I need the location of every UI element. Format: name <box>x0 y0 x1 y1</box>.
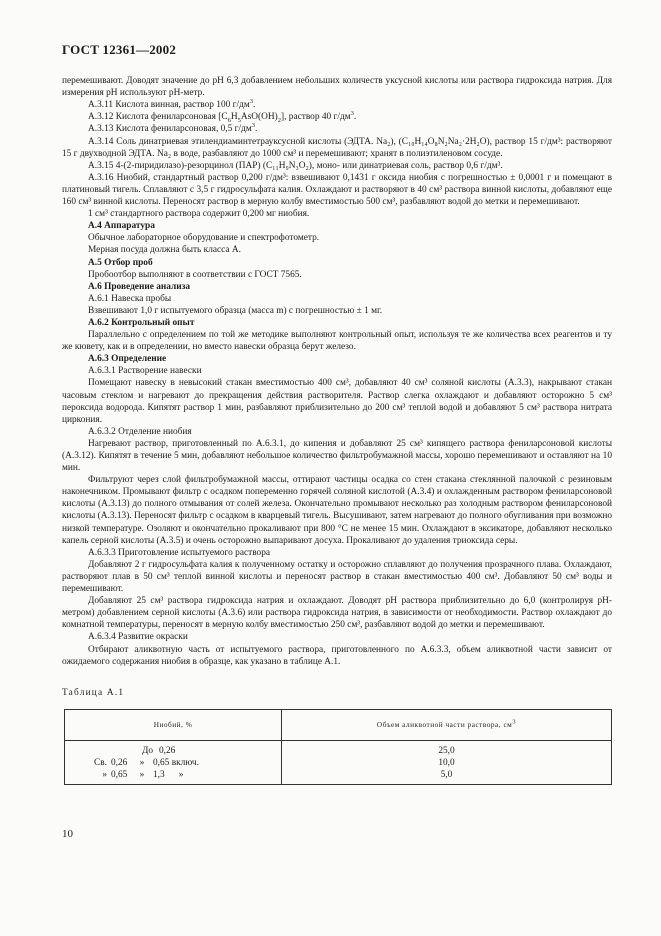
paragraph: Мерная посуда должна быть класса А. <box>88 245 241 256</box>
paragraph: Помещают навеску в невысокий стакан вместимостью 400 см³, добавляют 40 см³ соляной кислоты (А.3.3), накрывают стакан часовым стеклом и нагревают до прекращения действия растворителя. Раствор слегка охлаждают и добавляют осторожно 5 см³ пероксида водорода. Кипятят раствор 1 мин, разбавляют приблизительно до 200 см³ теплой водой и добавляют 5 см³ раствора нитрата циркония. <box>62 378 612 425</box>
paragraph: Добавляют 2 г гидросульфата калия к полученному остатку и осторожно сплавляют до получения прозрачного плава. Охлаждают, растворяют плав в 50 см³ теплой винной кислоты и переносят раствор в стакан вместимостью 400 см³. Добавляют 50 см³ воды и перемешивают. <box>62 559 612 595</box>
paragraph: Параллельно с определением по той же методике выполняют контрольный опыт, используя те же количества всех реагентов и ту же кювету, как и в определении, но вместо навески образца берут железо. <box>62 330 612 353</box>
aliquot-table <box>64 709 612 785</box>
subsection-heading: А.6.3.1 Растворение навески <box>88 366 202 377</box>
item-a3-13: А.3.13 Кислота фениларсоновая, 0,5 $г/дм^3$. <box>88 122 258 135</box>
section-heading: А.4 Аппаратура <box>88 221 155 232</box>
subsection-heading: А.6.3.2 Отделение ниобия <box>88 426 192 437</box>
item-a3-11: А.3.11 Кислота винная, раствор 100 $г/дм^3$. <box>88 98 256 111</box>
paragraph: Нагревают раствор, приготовленный по А.6.3.1, до кипения и добавляют 25 см³ кипящего раствора фениларсоновой кислоты (А.3.12). Кипятят в течение 5 мин, добавляют небольшое количество фильтробумажной массы, хорошо перемешивают и оставляют на 10 мин. <box>62 438 612 474</box>
table-header-row <box>65 709 612 740</box>
column-header-volume: Объем аликвотной части раствора, $см^3$ <box>282 709 612 740</box>
standard-header: ГОСТ 12361—2002 <box>62 42 177 57</box>
table-row: » 0,65 » 1,3 » 5,0 <box>65 769 612 785</box>
table-row: До 0,26 25,0 <box>65 740 612 757</box>
column-header-niobium: Ниобий, % <box>65 709 282 740</box>
paragraph: Взвешивают 1,0 г испытуемого образца (масса m) с погрешностью ± 1 мг. <box>88 305 383 316</box>
section-heading: А.6 Проведение анализа <box>88 281 191 292</box>
document-page <box>62 44 612 785</box>
paragraph: Пробоотбор выполняют в соответствии с ГОСТ 7565. <box>88 269 302 280</box>
item-a3-16: А.3.16 Ниобий, стандартный раствор 0,200 г/дм³: взвешивают 0,1431 г оксида ниобия с погрешностью ± 0,0001 г и помещают в платиновый тигель. Сплавляют с 3,5 г гидросульфата калия. Охлаждают и растворяют в 40 см³ раствора винной кислоты, добавляют еще 160 см³ винной кислоты. Переносят раствор в мерную колбу вместимостью 500 см³, разбавляют водой до метки и перемешивают. <box>62 172 612 208</box>
paragraph: Отбирают аликвотную часть от испытуемого раствора, приготовленного по А.6.3.3, объем аликвотной части зависит от ожидаемого содержания ниобия в образце, как указано в таблице А.1. <box>62 644 612 667</box>
paragraph: Добавляют 25 см³ раствора гидроксида натрия и охлаждают. Доводят pH раствора приблизительно до 6,0 (контролируя pH-метром) добавлением серной кислоты (А.3.6) или раствора гидроксида натрия, в зависимости от необходимости. Раствор охлаждают до комнатной температуры, переносят в мерную колбу вместимостью 250 см³, разбавляют водой до метки и перемешивают. <box>62 596 612 631</box>
subsection-heading: А.6.1 Навеска пробы <box>88 293 172 304</box>
item-a3-12: А.3.12 Кислота фениларсоновая $[C_6H_5AsO(OH)_2]$, раствор 40 $г/дм^3$. <box>88 110 357 125</box>
subsection-heading: А.6.3.4 Развитие окраски <box>88 632 188 643</box>
paragraph: 1 см³ стандартного раствора содержит 0,200 мг ниобия. <box>88 209 310 220</box>
section-heading: А.5 Отбор проб <box>88 257 153 268</box>
subsection-heading: А.6.3 Определение <box>88 354 167 365</box>
subsection-heading: А.6.3.3 Приготовление испытуемого раствора <box>88 547 271 558</box>
paragraph: Обычное лабораторное оборудование и спектрофотометр. <box>88 233 320 244</box>
page-number: 10 <box>62 828 73 840</box>
subsection-heading: А.6.2 Контрольный опыт <box>88 317 195 328</box>
item-a3-14: А.3.14 Соль динатриевая этилендиаминтетрауксусной кислоты (ЭДТА. Na₂), (C₁₀H₁₄O₈N₂Na₂·2H₂O), раствор 15 г/дм³: растворяют 15 г двухводной ЭДТА. Na₂ в воде, разбавляют до 1000 см³ и перемешивают; хранят в полиэтиленовом сосуде. <box>62 136 612 159</box>
paragraph: перемешивают. Доводят значение до pH 6,3 добавлением небольших количеств уксусной кислоты или раствора гидроксида натрия. Для измерения pH используют pH-метр. <box>62 76 612 99</box>
item-a3-15: А.3.15 4-(2-пиридилазо)-резорцинол (ПАР) (C₁₁H₉N₃O₂), моно- или динатриевая соль, раствор 0,6 г/дм³. <box>88 160 503 171</box>
table-caption: Таблица А.1 <box>62 687 125 698</box>
table-row: Св. 0,26 » 0,65 включ. 10,0 <box>65 757 612 769</box>
paragraph: Фильтруют через слой фильтробумажной массы, оттирают частицы осадка со стен стакана стеклянной палочкой с резиновым наконечником. Промывают фильтр с осадком попеременно горячей соляной кислотой (А.3.4) и охлажденным раствором фениларсоновой кислоты (А.3.13) до полного отмывания от солей железа. Окончательно промывают несколько раз холодным раствором фениларсоновой кислоты (А.3.13). Переносят фильтр с осадком в кварцевый тигель. Высушивают, затем нагревают до полного обугливания при возможно низкой температуре. Озоляют и окончательно прокаливают при 800 °С не менее 15 мин. Охлаждают в эксикаторе, добавляют несколько капель серной кислоты (А.3.5) и очень осторожно выпаривают досуха. Прокаливают до удаления триоксида серы. <box>62 475 612 546</box>
